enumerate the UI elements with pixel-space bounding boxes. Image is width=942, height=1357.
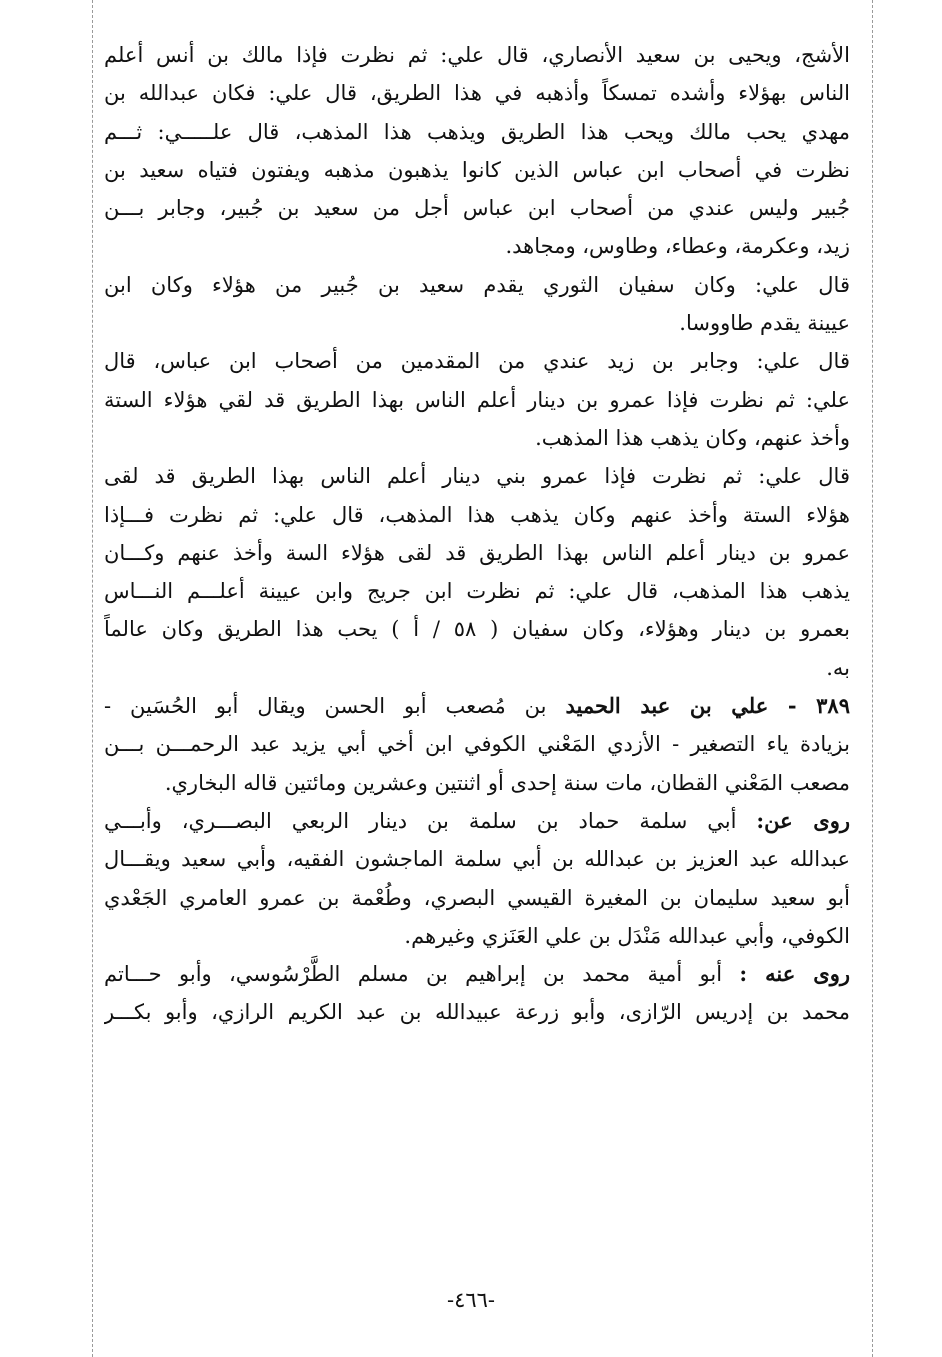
text-line: قال علي: ثم نظرت فإذا عمرو بني دينار أعلم الناس بهذا الطريق قد لقى bbox=[104, 464, 850, 489]
text-line bbox=[104, 955, 850, 993]
text-line: قال علي: وجابر بن زيد عندي من المقدمين من أصحاب ابن عباس، قال bbox=[104, 349, 850, 374]
text-line: عبدالله عبد العزيز بن عبدالله بن أبي سلمة الماجشون الفقيه، وأبي سعيد ويقـــال bbox=[104, 847, 850, 872]
text-line bbox=[104, 687, 850, 725]
text-line: عمرو بن دينار أعلم الناس بهذا الطريق قد لقى هؤلاء السة وأخذ عنهم وكـــان bbox=[104, 540, 850, 565]
text-line: زيد، وعكرمة، وعطاء، وطاوس، ومجاهد. bbox=[505, 234, 850, 259]
text-line: محمد بن إدريس الرّازى، وأبو زرعة عبيدالله بن عبد الكريم الرازي، وأبو بكـــر bbox=[104, 1000, 850, 1025]
text-line: الكوفي، وأبي عبدالله مَنْدَل بن علي العَنَزي وغيرهم. bbox=[404, 923, 850, 948]
text-line: وأخذ عنهم، وكان يذهب هذا المذهب. bbox=[535, 425, 850, 450]
line-text: أبو أمية محمد بن إبراهيم بن مسلم الطَّرْسُوسي، وأبو حـــاتم bbox=[104, 962, 740, 987]
text-line: مصعب المَعْني القطان، مات سنة إحدى أو اثنتين وعشرين ومائتين قاله البخاري. bbox=[164, 770, 850, 795]
text-line: يذهب هذا المذهب، قال علي: ثم نظرت ابن جريج وابن عيينة أعلـــم النـــاس bbox=[104, 579, 850, 604]
text-line: جُبير وليس عندي من أصحاب ابن عباس أجل من سعيد بن جُبير، وجابر بـــن bbox=[104, 196, 850, 221]
text-line: الناس بهؤلاء وأشده تمسكاً وأذهبه في هذا الطريق، قال علي: فكان عبدالله بن bbox=[104, 81, 850, 106]
line-text: بن مُصعب أبو الحسن ويقال أبو الحُسَين - bbox=[104, 694, 566, 719]
text-line: مهدي يحب مالك ويحب هذا الطريق ويذهب هذا المذهب، قال علـــــي: ثـــم bbox=[104, 119, 850, 144]
line-text: أبي سلمة حماد بن سلمة بن دينار الربعي البصـــري، وأبـــي bbox=[104, 808, 757, 833]
bold-heading: روى عن: bbox=[756, 807, 850, 833]
text-line: به. bbox=[826, 655, 850, 680]
text-line: الأشج، ويحيى بن سعيد الأنصاري، قال علي: ثم نظرت فإذا مالك بن أنس أعلم bbox=[104, 43, 850, 67]
text-line: بعمرو بن دينار وهؤلاء، وكان سفيان ( ٥٨ / أ ) يحب هذا الطريق وكان عالماً bbox=[104, 617, 850, 642]
text-line bbox=[104, 802, 850, 840]
page-number: -٤٦٦- bbox=[446, 1288, 496, 1312]
text-line: علي: ثم نظرت فإذا عمرو بن دينار أعلم الناس بهذا الطريق قد لقي هؤلاء الستة bbox=[104, 387, 850, 412]
bold-heading: روى عنه : bbox=[739, 961, 850, 987]
text-line: قال علي: وكان سفيان الثوري يقدم سعيد بن جُبير من هؤلاء وكان ابن bbox=[104, 272, 850, 297]
left-margin-line bbox=[92, 0, 93, 1357]
text-line: عيينة يقدم طاووسا. bbox=[679, 311, 850, 336]
bold-heading: ٣٨٩ - علي بن عبد الحميد bbox=[565, 693, 850, 719]
text-line: بزيادة ياء التصغير - الأزدي المَعْني الكوفي ابن أخي أبي يزيد عبد الرحمـــن بـــن bbox=[104, 732, 850, 757]
right-margin-line bbox=[872, 0, 873, 1357]
body-text bbox=[104, 36, 850, 1032]
text-line: نظرت في أصحاب ابن عباس الذين كانوا يذهبون مذهبه ويفتون فتياه سعيد بن bbox=[104, 157, 850, 182]
text-line: هؤلاء الستة وأخذ عنهم وكان يذهب هذا المذهب، قال علي: ثم نظرت فـــإذا bbox=[104, 502, 850, 527]
text-line: أبو سعيد سليمان بن المغيرة القيسي البصري، وطُعْمة بن عمرو العامري الجَعْدي bbox=[104, 885, 850, 910]
